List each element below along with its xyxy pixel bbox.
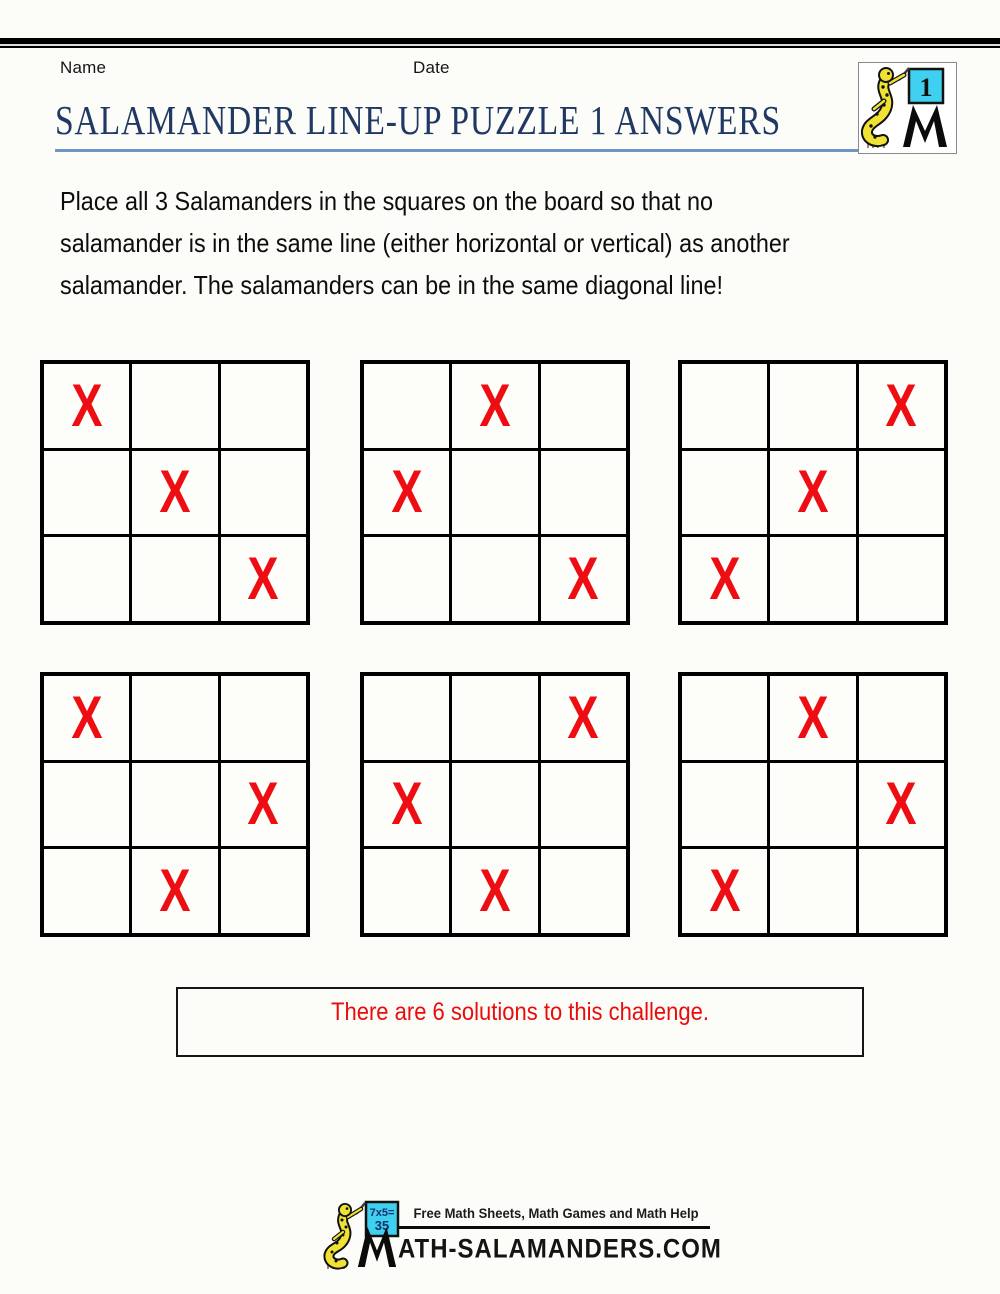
grid-3-cell-r0c0: [682, 364, 767, 448]
grid-6-cell-r0c1: [770, 676, 855, 760]
puzzle-grid-3: [678, 360, 948, 625]
grid-3-cell-r1c2: [859, 451, 944, 535]
grid-4-cell-r2c2: [221, 849, 306, 933]
footer-brand-m-icon: [357, 1227, 397, 1272]
footer-brand-text: ATH-SALAMANDERS.COM: [398, 1234, 722, 1265]
grid-5-cell-r1c0: [364, 763, 449, 847]
instructions-line-1: Place all 3 Salamanders in the squares on the board so that no: [60, 186, 714, 216]
grid-1-cell-r2c0: [44, 537, 129, 621]
salamander-x-mark: X: [247, 770, 279, 838]
instructions-line-2: salamander is in the same line (either horizontal or vertical) as another: [60, 228, 790, 258]
salamander-x-mark: X: [479, 371, 511, 439]
grid-1-cell-r1c1: [132, 451, 217, 535]
salamander-x-mark: X: [159, 458, 191, 526]
salamander-x-mark: X: [71, 683, 103, 751]
grid-4-cell-r1c1: [132, 763, 217, 847]
logo-number: 1: [919, 73, 933, 102]
salamander-x-mark: X: [709, 545, 741, 613]
puzzle-grid-1: [40, 360, 310, 625]
grid-2-cell-r2c2: [541, 537, 626, 621]
grid-5-cell-r0c0: [364, 676, 449, 760]
salamander-logo-icon: [859, 63, 954, 151]
puzzle-grid-6: [678, 672, 948, 937]
grid-2-cell-r1c2: [541, 451, 626, 535]
salamander-x-mark: X: [567, 545, 599, 613]
salamander-x-mark: X: [247, 545, 279, 613]
grid-4-cell-r0c1: [132, 676, 217, 760]
name-label: Name: [60, 58, 107, 77]
solution-note-text: There are 6 solutions to this challenge.: [331, 998, 709, 1026]
grid-3-cell-r2c1: [770, 537, 855, 621]
grid-3-cell-r1c1: [770, 451, 855, 535]
puzzle-grid-5: [360, 672, 630, 937]
page-title: SALAMANDER LINE-UP PUZZLE 1 ANSWERS: [55, 97, 782, 143]
grid-6-cell-r2c1: [770, 849, 855, 933]
grid-4-cell-r1c0: [44, 763, 129, 847]
grid-2-cell-r0c2: [541, 364, 626, 448]
title-underline: [55, 149, 955, 152]
footer-rule: [398, 1226, 710, 1229]
grid-2-cell-r1c1: [452, 451, 537, 535]
grid-1-cell-r2c2: [221, 537, 306, 621]
grid-1-cell-r1c2: [221, 451, 306, 535]
board-line-1: 7x5=: [369, 1207, 395, 1219]
grid-2-cell-r1c0: [364, 451, 449, 535]
grid-4-cell-r0c2: [221, 676, 306, 760]
salamander-x-mark: X: [567, 683, 599, 751]
footer-tagline: Free Math Sheets, Math Games and Math Help: [413, 1205, 699, 1221]
grid-6-cell-r1c0: [682, 763, 767, 847]
grid-5-cell-r2c0: [364, 849, 449, 933]
instructions-line-3: salamander. The salamanders can be in the same diagonal line!: [60, 270, 723, 300]
brand-m-icon: [903, 105, 947, 147]
salamander-icon: [867, 67, 904, 141]
salamander-x-mark: X: [885, 371, 917, 439]
salamander-x-mark: X: [391, 770, 423, 838]
grid-2-cell-r0c1: [452, 364, 537, 448]
grid-6-cell-r1c2: [859, 763, 944, 847]
grid-2-cell-r2c1: [452, 537, 537, 621]
salamander-x-mark: X: [479, 857, 511, 925]
puzzle-grid-4: [40, 672, 310, 937]
salamander-x-mark: X: [709, 857, 741, 925]
grid-1-cell-r0c1: [132, 364, 217, 448]
grid-1-cell-r1c0: [44, 451, 129, 535]
salamander-x-mark: X: [797, 683, 829, 751]
date-label: Date: [413, 58, 450, 77]
grid-3-cell-r1c0: [682, 451, 767, 535]
grid-6-cell-r1c1: [770, 763, 855, 847]
grid-5-cell-r0c1: [452, 676, 537, 760]
grid-3-cell-r2c0: [682, 537, 767, 621]
salamander-x-mark: X: [797, 458, 829, 526]
grid-6-cell-r0c2: [859, 676, 944, 760]
grid-6-cell-r2c2: [859, 849, 944, 933]
grid-2-cell-r0c0: [364, 364, 449, 448]
grid-6-cell-r2c0: [682, 849, 767, 933]
grid-1-cell-r0c2: [221, 364, 306, 448]
grid-1-cell-r0c0: [44, 364, 129, 448]
grid-4-cell-r2c1: [132, 849, 217, 933]
grid-3-cell-r0c2: [859, 364, 944, 448]
salamander-x-mark: X: [391, 458, 423, 526]
grid-1-cell-r2c1: [132, 537, 217, 621]
grid-5-cell-r0c2: [541, 676, 626, 760]
salamander-x-mark: X: [159, 857, 191, 925]
grid-3-cell-r2c2: [859, 537, 944, 621]
grid-2-cell-r2c0: [364, 537, 449, 621]
grid-6-cell-r0c0: [682, 676, 767, 760]
top-double-rule: [0, 38, 1000, 48]
grid-5-cell-r1c2: [541, 763, 626, 847]
grid-5-cell-r1c1: [452, 763, 537, 847]
salamander-x-mark: X: [885, 770, 917, 838]
salamander-x-mark: X: [71, 371, 103, 439]
header-logo: [858, 62, 957, 154]
puzzle-grid-2: [360, 360, 630, 625]
grid-3-cell-r0c1: [770, 364, 855, 448]
grid-4-cell-r2c0: [44, 849, 129, 933]
instructions-text: [60, 180, 888, 306]
grid-4-cell-r0c0: [44, 676, 129, 760]
grid-5-cell-r2c2: [541, 849, 626, 933]
solution-note-box: [176, 987, 864, 1057]
grid-5-cell-r2c1: [452, 849, 537, 933]
grid-4-cell-r1c2: [221, 763, 306, 847]
board-line-2: 35: [374, 1218, 390, 1233]
